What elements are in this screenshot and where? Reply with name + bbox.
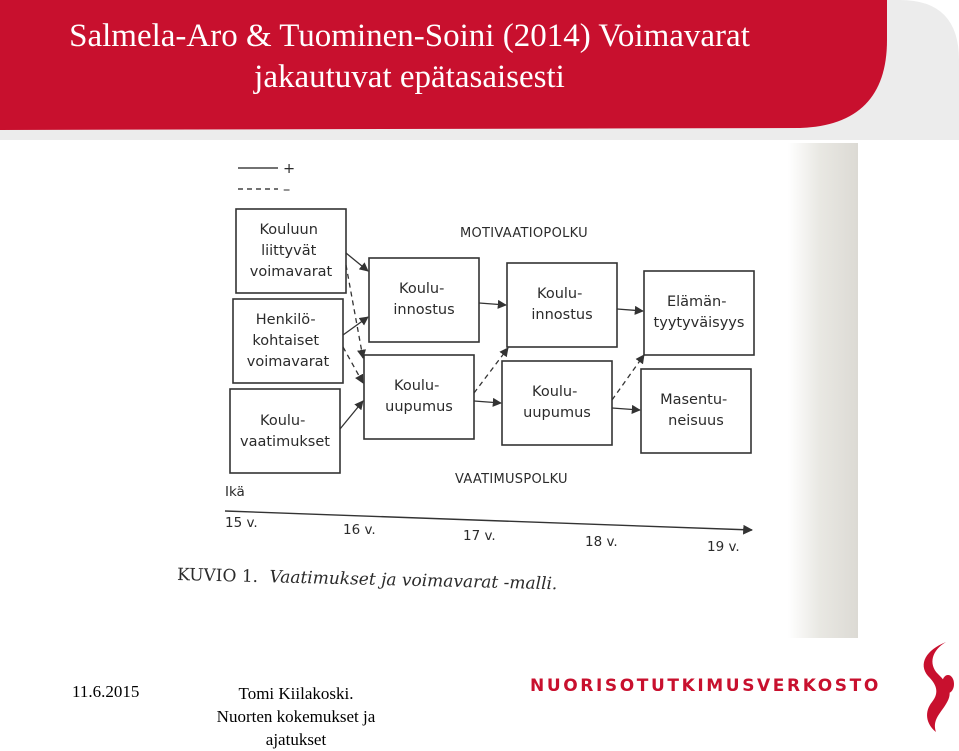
caption-prefix: KUVIO 1.: [176, 565, 259, 587]
box-engagement-17: [507, 263, 617, 347]
age-tick-16: 16 v.: [343, 522, 376, 538]
age-tick-15: 15 v.: [225, 515, 258, 531]
footer-author-line-3: ajatukset: [265, 730, 327, 749]
arrow-burnout-16-to-17: [474, 401, 501, 403]
box-personal-resources-text: Henkilö- kohtaiset voimavarat: [246, 312, 330, 370]
box-burnout-17-text: Koulu- uupumus: [523, 384, 591, 421]
slide-title: [0, 16, 959, 98]
arrow-demands-to-burnout: [340, 401, 363, 429]
age-tick-17: 17 v.: [463, 528, 496, 544]
arrow-engagement-16-to-17: [479, 303, 506, 305]
box-life-satisfaction: [644, 271, 754, 355]
arrow-burnout-17-to-life-satisfaction: [612, 355, 644, 400]
title-line-2: jakautuvat epätasaisesti: [254, 59, 565, 95]
footer-author-line-2: Nuorten kokemukset ja: [216, 707, 376, 726]
box-life-satisfaction-text: Elämän- tyytyväisyys: [653, 294, 745, 331]
legend-solid-label: +: [283, 161, 296, 177]
model-diagram: [130, 143, 858, 638]
age-tick-19: 19 v.: [707, 539, 740, 555]
scanned-figure: [130, 143, 858, 638]
box-depression: [641, 369, 751, 453]
box-engagement-16-text: Koulu- innostus: [393, 281, 455, 318]
footer-author: [196, 682, 396, 751]
footer-date: 11.6.2015: [72, 682, 140, 701]
figure-caption: [177, 565, 558, 594]
legend: [238, 161, 295, 198]
box-depression-text: Masentu- neisuus: [660, 392, 728, 429]
box-school-resources-text: Kouluun liittyvät voimavarat: [249, 222, 333, 280]
title-line-1: Salmela-Aro & Tuominen-Soini (2014) Voimavarat: [69, 18, 750, 54]
box-engagement-16: [369, 258, 479, 342]
footer-author-line-1: Tomi Kiilakoski.: [238, 684, 354, 703]
organization-logo-text: NUORISOTUTKIMUSVERKOSTO: [530, 676, 881, 696]
age-tick-18: 18 v.: [585, 534, 618, 550]
box-burnout-16: [364, 355, 474, 439]
arrow-engagement-17-to-life-satisfaction: [617, 309, 643, 311]
legend-dashed-label: –: [283, 182, 291, 198]
arrow-burnout-17-to-depression: [612, 408, 640, 410]
arrow-school-res-to-burnout: [346, 265, 363, 358]
caption-text: Vaatimukset ja voimavarat -malli.: [269, 567, 558, 595]
arrow-school-res-to-engagement: [346, 253, 368, 271]
box-burnout-16-text: Koulu- uupumus: [385, 378, 453, 415]
path-label-motivation: MOTIVAATIOPOLKU: [460, 226, 588, 241]
path-label-demands: VAATIMUSPOLKU: [455, 472, 568, 487]
arrow-personal-res-to-burnout: [343, 347, 363, 383]
organization-logo-icon: [918, 640, 958, 733]
box-burnout-17: [502, 361, 612, 445]
box-school-demands-text: Koulu- vaatimukset: [240, 413, 330, 450]
box-school-demands: [230, 389, 340, 473]
box-engagement-17-text: Koulu- innostus: [531, 286, 593, 323]
age-axis-label: Ikä: [225, 484, 245, 500]
